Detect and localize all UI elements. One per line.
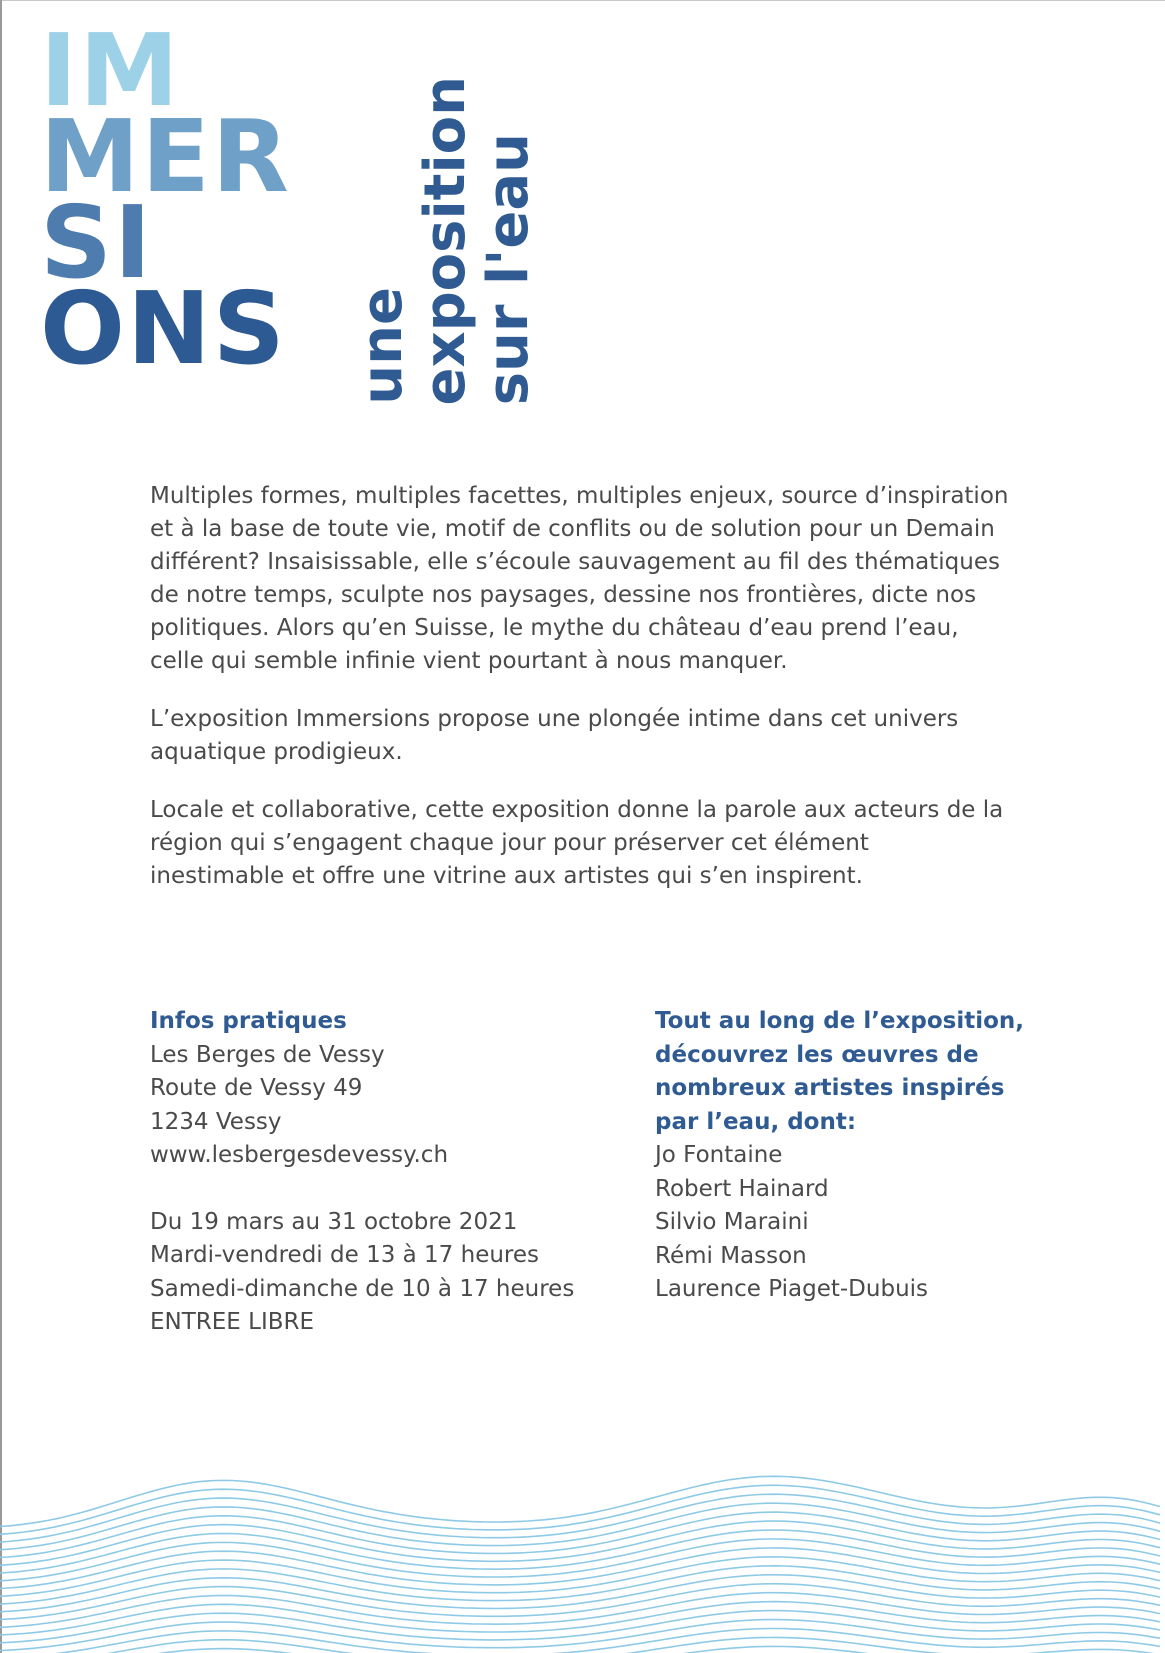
artist-name: Jo Fontaine (655, 1142, 783, 1168)
wave-line (0, 1476, 1160, 1526)
intro-paragraph: Multiples formes, multiples facettes, multiples enjeux, source d’inspiration et à la base de toute vie, motif de conflits ou de solution pour un Demain différent? Insaisissable, elle s’écoule sauvagement au fil des thématiques de notre temps, sculpte nos paysages, dessine nos frontières, dicte nos politiques. Alors qu’en Suisse, le mythe du château d’eau prend l’eau, celle qui semble infinie vient pourtant à nous manquer. (150, 483, 1009, 674)
weekday-hours: Mardi-vendredi de 13 à 17 heures (150, 1242, 540, 1268)
venue-website-link[interactable]: www.lesbergesdevessy.ch (150, 1142, 449, 1168)
wave-line (0, 1512, 1160, 1557)
artists-heading-line: par l’eau, dont: (655, 1108, 857, 1135)
practical-info (150, 1005, 630, 1340)
artists-section (655, 1005, 1075, 1307)
wave-line (0, 1503, 1160, 1550)
venue-street: Route de Vessy 49 (150, 1075, 363, 1101)
artist-name: Rémi Masson (655, 1242, 807, 1269)
intro-text (150, 480, 1010, 918)
venue-city: 1234 Vessy (150, 1108, 282, 1135)
page-border-left (0, 0, 2, 1653)
admission-note: ENTREE LIBRE (150, 1309, 315, 1335)
artist-name: Robert Hainard (655, 1175, 829, 1202)
wave-line (0, 1485, 1160, 1534)
practical-info-heading: Infos pratiques (150, 1008, 347, 1034)
wave-lines-group (0, 1476, 1160, 1653)
artists-heading-line: découvrez les œuvres de (655, 1041, 979, 1068)
wave-line (0, 1539, 1160, 1581)
title-line-4: ONS (40, 270, 287, 387)
title-line-1: IM (40, 12, 181, 129)
wave-lines-decoration (0, 1440, 1165, 1653)
artists-heading-line: nombreux artistes inspirés (655, 1075, 1005, 1101)
exhibition-title (40, 12, 291, 387)
artist-name: Silvio Maraini (655, 1209, 809, 1235)
subtitle-line-3: sur l'eau (476, 132, 541, 405)
subtitle-line-1: une (350, 287, 415, 405)
intro-paragraph: Locale et collaborative, cette exposition donne la parole aux acteurs de la région qui s’engagent chaque jour pour préserver cet élément inestimable et offre une vitrine aux artistes qui s’en inspirent. (150, 797, 1004, 889)
subtitle-line-2: exposition (413, 75, 478, 405)
exhibition-subtitle (352, 40, 552, 405)
intro-paragraph: L’exposition Immersions propose une plongée intime dans cet univers aquatique prodigieux. (150, 706, 959, 765)
venue-name: Les Berges de Vessy (150, 1041, 385, 1068)
artists-heading-line: Tout au long de l’exposition, (655, 1008, 1024, 1034)
wave-line (0, 1629, 1160, 1653)
title-line-3: SI (40, 184, 154, 301)
wave-line (0, 1530, 1160, 1573)
page-border-top (0, 0, 1165, 1)
title-line-2: MER (40, 98, 291, 215)
weekend-hours: Samedi-dimanche de 10 à 17 heures (150, 1275, 575, 1302)
wave-line (0, 1494, 1160, 1542)
artist-name: Laurence Piaget-Dubuis (655, 1276, 929, 1302)
wave-line (0, 1521, 1160, 1565)
exhibition-dates: Du 19 mars au 31 octobre 2021 (150, 1208, 518, 1235)
